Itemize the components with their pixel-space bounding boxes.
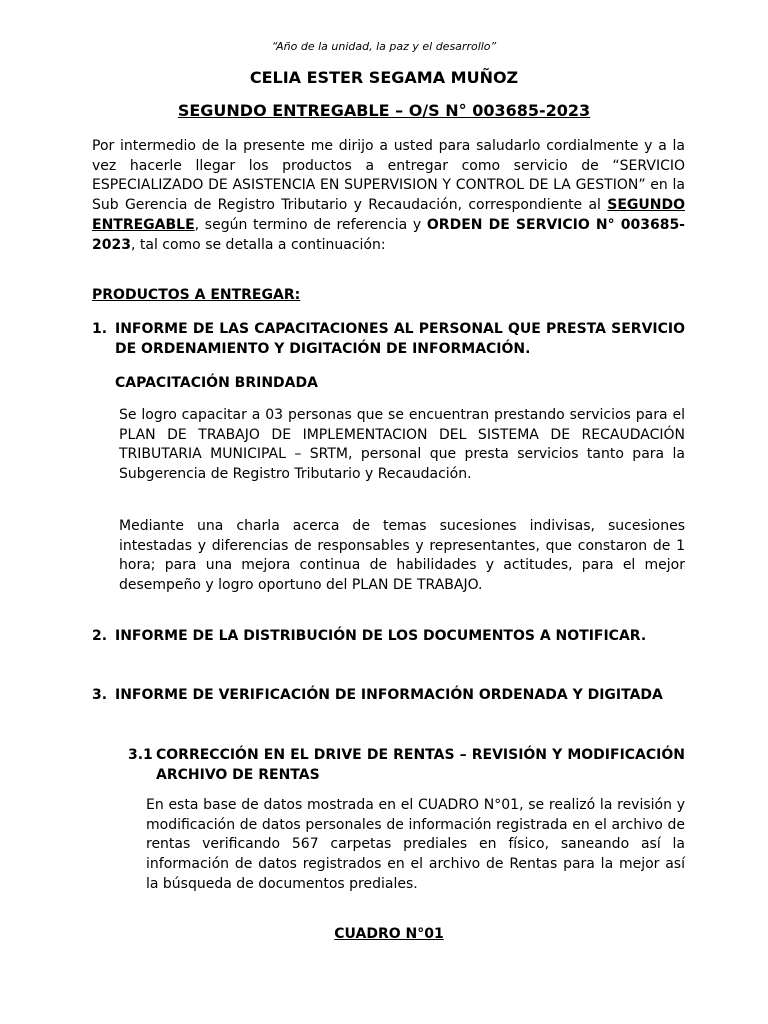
intro-paragraph bbox=[92, 137, 685, 255]
subitem-3-1-number: 3.1 bbox=[128, 747, 153, 763]
header-motto: “Año de la unidad, la paz y el desarrollo” bbox=[271, 40, 497, 53]
products-heading: PRODUCTOS A ENTREGAR: bbox=[92, 287, 301, 303]
subitem-3-1-paragraph: En esta base de datos mostrada en el CUADRO N°01, se realizó la revisión y modificación de datos personales de información registrada en el archivo de rentas verificando 567 carpetas prediales en físico, saneando así la información de datos registrados en el archivo de Rentas para la mejor así la búsqueda de documentos prediales. bbox=[146, 797, 685, 892]
intro-bold-orden-servicio: ORDEN DE SERVICIO N° 003685-2023 bbox=[92, 216, 685, 253]
item-3-title: INFORME DE VERIFICACIÓN DE INFORMACIÓN ORDENADA Y DIGITADA bbox=[115, 687, 663, 703]
capacitacion-paragraph-1: Se logro capacitar a 03 personas que se encuentran prestando servicios para el PLAN DE TRABAJO DE IMPLEMENTACION DEL SISTEMA DE RECAUDACIÓN TRIBUTARIA MUNICIPAL – SRTM, personal que presta servicios tanto para la Subgerencia de Registro Tributario y Recaudación. bbox=[119, 407, 685, 483]
intro-bold-segundo-entregable: SEGUNDO ENTREGABLE bbox=[92, 197, 685, 233]
subitem-3-1-title: CORRECCIÓN EN EL DRIVE DE RENTAS – REVISIÓN Y MODIFICACIÓN ARCHIVO DE RENTAS bbox=[156, 747, 685, 783]
intro-text-2: , según termino de referencia y bbox=[194, 216, 427, 233]
capacitacion-heading: CAPACITACIÓN BRINDADA bbox=[115, 375, 318, 391]
intro-text-3: , tal como se detalla a continuación: bbox=[130, 236, 386, 253]
item-1-number: 1. bbox=[92, 321, 108, 337]
table-caption: CUADRO N°01 bbox=[334, 926, 444, 942]
document-subtitle: SEGUNDO ENTREGABLE – O/S N° 003685-2023 bbox=[177, 101, 591, 120]
item-2-title: INFORME DE LA DISTRIBUCIÓN DE LOS DOCUMENTOS A NOTIFICAR. bbox=[115, 628, 647, 644]
intro-text-1: Por intermedio de la presente me dirijo a usted para saludarlo cordialmente y a la vez hacerle llegar los productos a entregar como servicio de “SERVICIO ESPECIALIZADO DE ASISTENCIA EN SUPERVISION Y CONTROL DE LA GESTION” en la Sub Gerencia de Registro Tributario y Recaudación, correspondiente al bbox=[92, 138, 685, 214]
capacitacion-paragraph-2: Mediante una charla acerca de temas sucesiones indivisas, sucesiones intestadas y diferencias de responsables y representantes, que constaron de 1 hora; para una mejora continua de habilidades y actitudes, para el mejor desempeño y logro oportuno del PLAN DE TRABAJO. bbox=[119, 518, 685, 594]
item-1-title: INFORME DE LAS CAPACITACIONES AL PERSONAL QUE PRESTA SERVICIO DE ORDENAMIENTO Y DIGITACIÓN DE INFORMACIÓN. bbox=[115, 321, 685, 357]
item-2-number: 2. bbox=[92, 628, 108, 644]
item-3-number: 3. bbox=[92, 687, 108, 703]
author-name: CELIA ESTER SEGAMA MUÑOZ bbox=[249, 68, 519, 87]
